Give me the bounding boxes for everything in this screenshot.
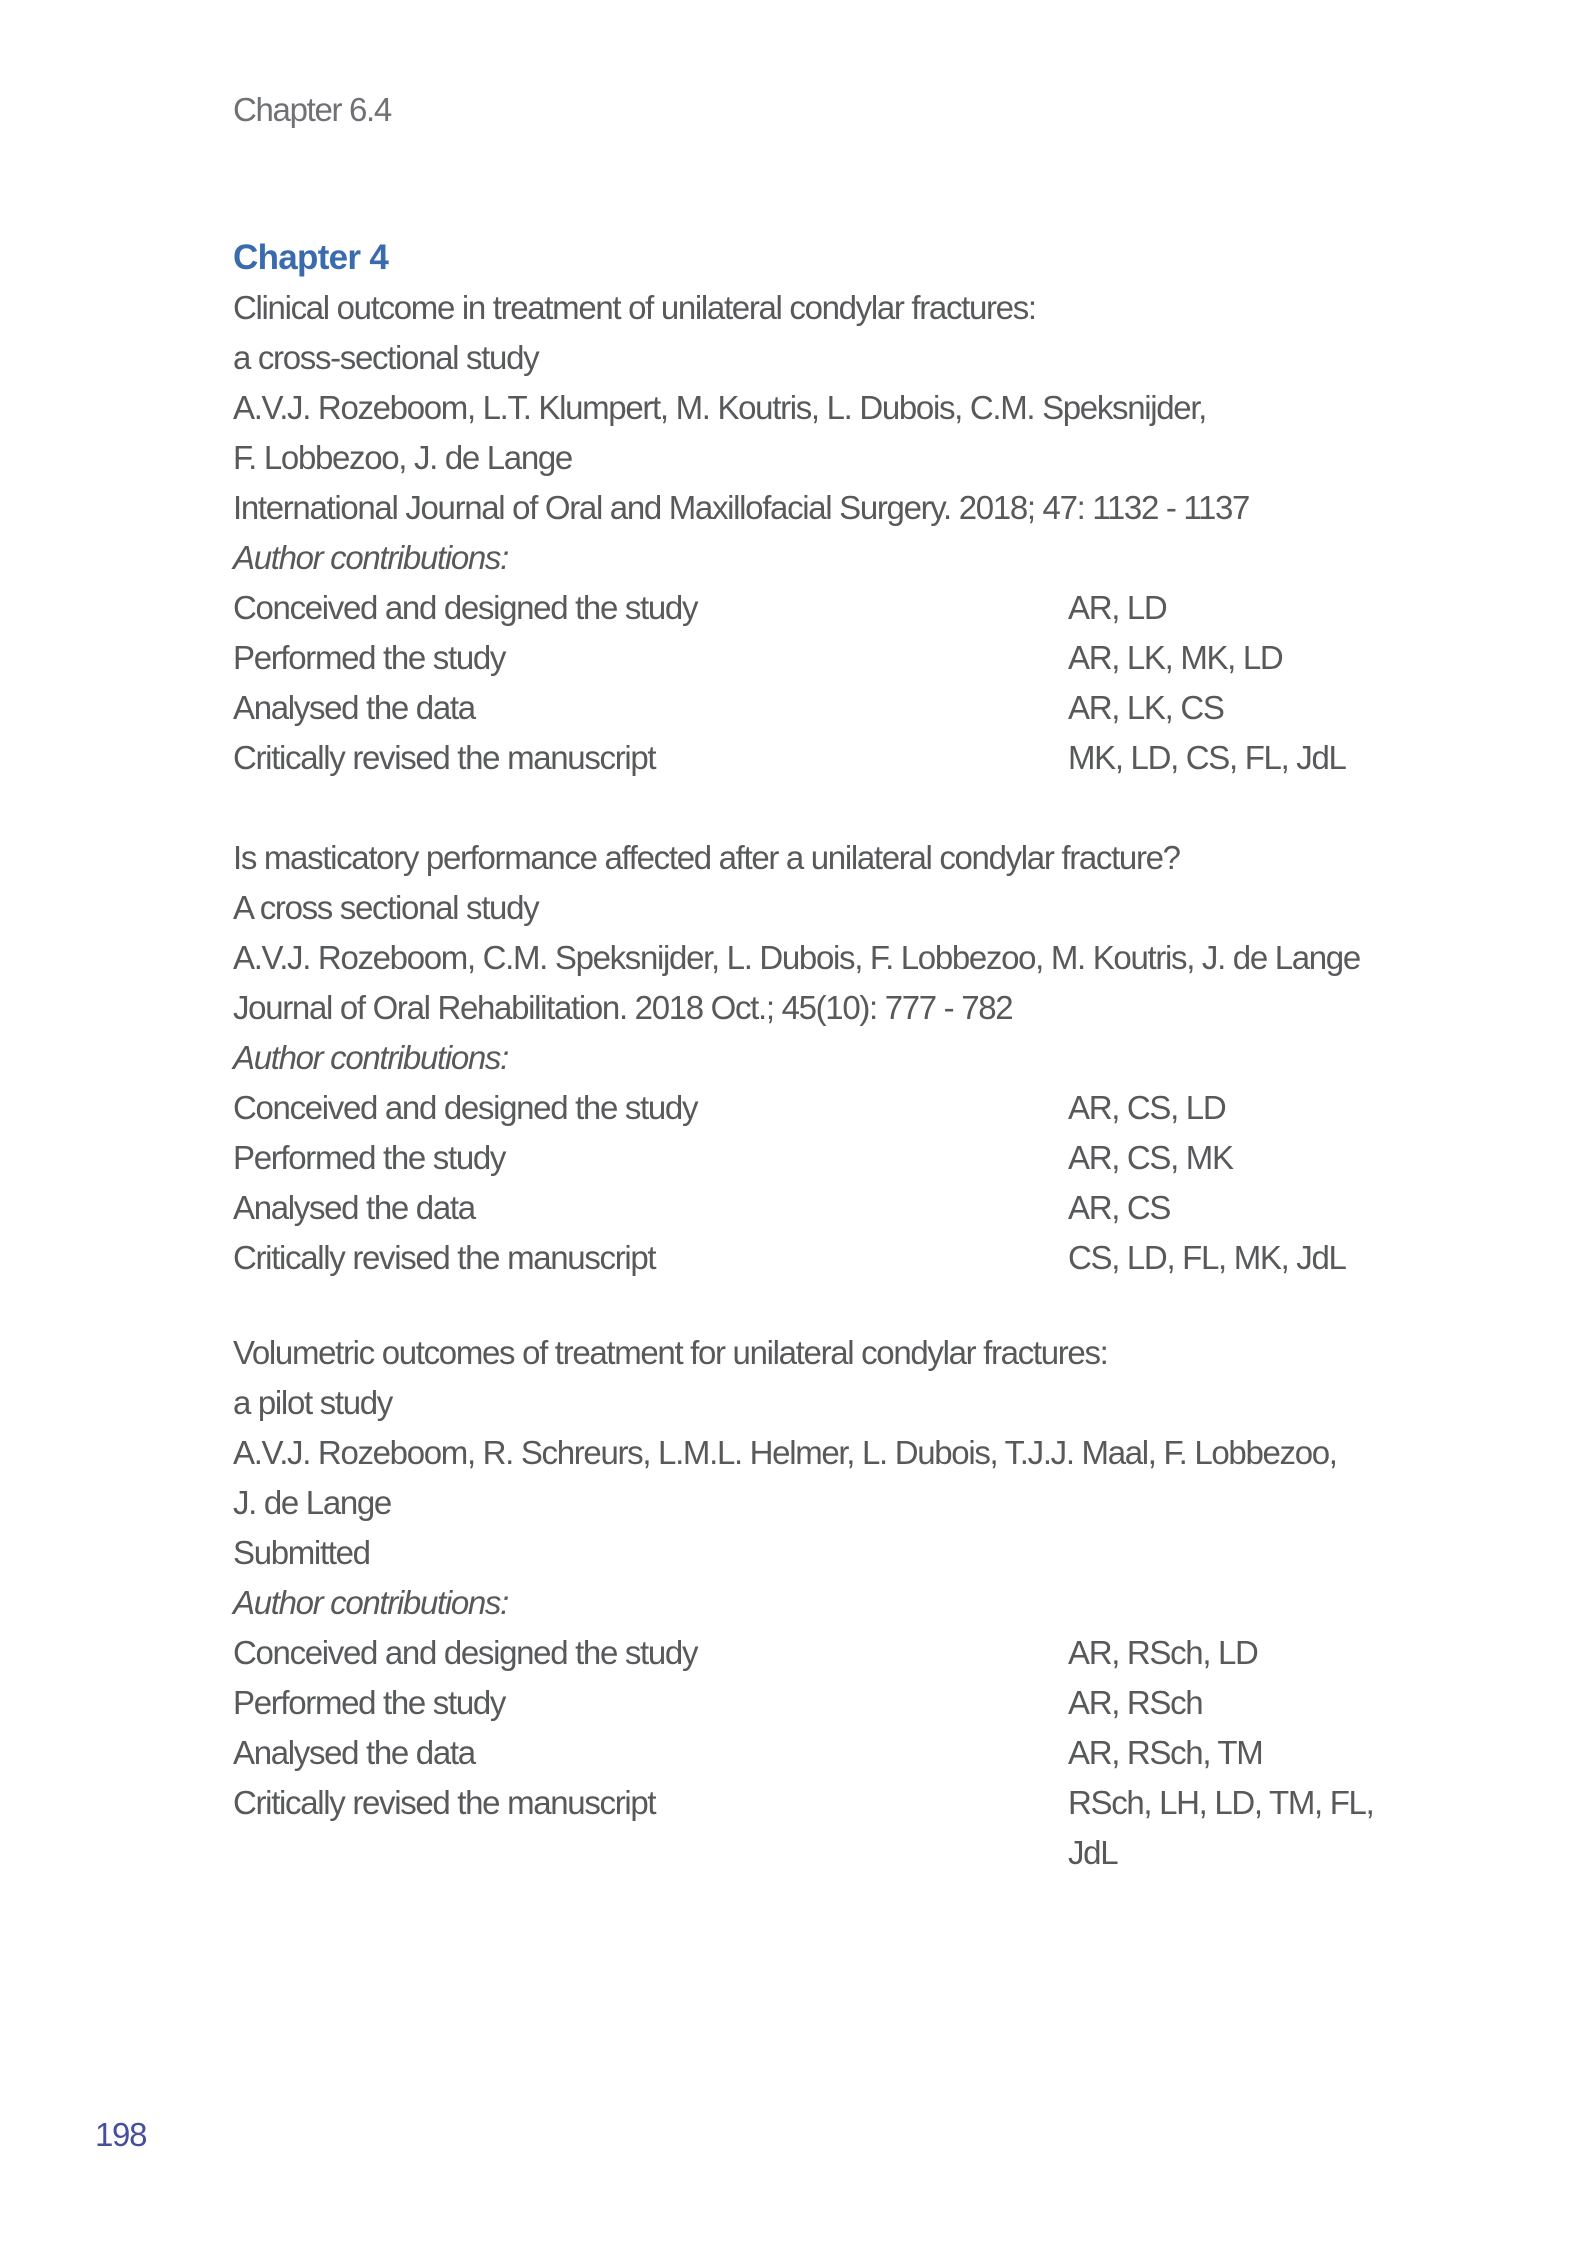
contribution-row (233, 1678, 1533, 1728)
contributions-label: Author contributions: (233, 1039, 508, 1076)
contribution-task: Performed the study (233, 1139, 506, 1176)
title-line: Clinical outcome in treatment of unilateral condylar fractures: (233, 289, 1036, 326)
journal-line: Submitted (233, 1534, 370, 1571)
page-number: 198 (95, 2116, 147, 2153)
contribution-row (233, 1083, 1533, 1133)
contribution-row (233, 683, 1533, 733)
contribution-authors: CS, LD, FL, MK, JdL (1068, 1239, 1346, 1276)
contribution-task: Analysed the data (233, 1734, 475, 1771)
journal-line: International Journal of Oral and Maxillofacial Surgery. 2018; 47: 1132 - 1137 (233, 489, 1250, 526)
contribution-row (233, 1233, 1533, 1283)
authors-line: F. Lobbezoo, J. de Lange (233, 439, 572, 476)
contribution-row (233, 633, 1533, 683)
contribution-task: Conceived and designed the study (233, 1634, 698, 1671)
contribution-authors-overflow: JdL (1068, 1834, 1118, 1871)
contribution-task: Analysed the data (233, 689, 475, 726)
title-line: A cross sectional study (233, 889, 539, 926)
authors-line: J. de Lange (233, 1484, 391, 1521)
authors-line: A.V.J. Rozeboom, R. Schreurs, L.M.L. Helmer, L. Dubois, T.J.J. Maal, F. Lobbezoo, (233, 1434, 1337, 1471)
journal-line: Journal of Oral Rehabilitation. 2018 Oct.; 45(10): 777 - 782 (233, 989, 1013, 1026)
publication-block-3 (233, 1328, 1533, 1871)
contribution-authors: AR, CS, MK (1068, 1139, 1233, 1176)
contribution-row (233, 1183, 1533, 1233)
contribution-row (233, 583, 1533, 633)
contribution-authors: AR, CS, LD (1068, 1089, 1226, 1126)
contribution-authors: AR, RSch (1068, 1684, 1203, 1721)
publication-block-1 (233, 233, 1533, 783)
contribution-task: Conceived and designed the study (233, 589, 698, 626)
contribution-row (233, 733, 1533, 783)
contribution-task: Critically revised the manuscript (233, 739, 656, 776)
contribution-task: Analysed the data (233, 1189, 475, 1226)
contribution-task: Critically revised the manuscript (233, 1784, 656, 1821)
contribution-authors: AR, LD (1068, 589, 1167, 626)
title-line: a pilot study (233, 1384, 392, 1421)
contributions-label: Author contributions: (233, 539, 508, 576)
authors-line: A.V.J. Rozeboom, L.T. Klumpert, M. Koutris, L. Dubois, C.M. Speksnijder, (233, 389, 1207, 426)
running-header: Chapter 6.4 (233, 91, 391, 128)
title-line: a cross-sectional study (233, 339, 539, 376)
chapter-heading: Chapter 4 (233, 238, 389, 277)
contribution-task: Performed the study (233, 639, 506, 676)
contribution-authors: AR, RSch, TM (1068, 1734, 1263, 1771)
authors-line: A.V.J. Rozeboom, C.M. Speksnijder, L. Dubois, F. Lobbezoo, M. Koutris, J. de Lange (233, 939, 1360, 976)
contribution-authors: AR, RSch, LD (1068, 1634, 1258, 1671)
contribution-task: Critically revised the manuscript (233, 1239, 656, 1276)
contribution-authors: MK, LD, CS, FL, JdL (1068, 739, 1346, 776)
contribution-authors: AR, LK, MK, LD (1068, 639, 1283, 676)
contribution-row (233, 1628, 1533, 1678)
contribution-authors: AR, LK, CS (1068, 689, 1224, 726)
contribution-row (233, 1728, 1533, 1778)
contributions-label: Author contributions: (233, 1584, 508, 1621)
contribution-row (233, 1133, 1533, 1183)
contribution-authors: AR, CS (1068, 1189, 1171, 1226)
contribution-task: Conceived and designed the study (233, 1089, 698, 1126)
contribution-authors: RSch, LH, LD, TM, FL, (1068, 1784, 1374, 1821)
publication-block-2 (233, 833, 1533, 1283)
contribution-task: Performed the study (233, 1684, 506, 1721)
contribution-row (233, 1778, 1533, 1828)
title-line: Volumetric outcomes of treatment for unilateral condylar fractures: (233, 1334, 1108, 1371)
title-line: Is masticatory performance affected after a unilateral condylar fracture? (233, 839, 1180, 876)
